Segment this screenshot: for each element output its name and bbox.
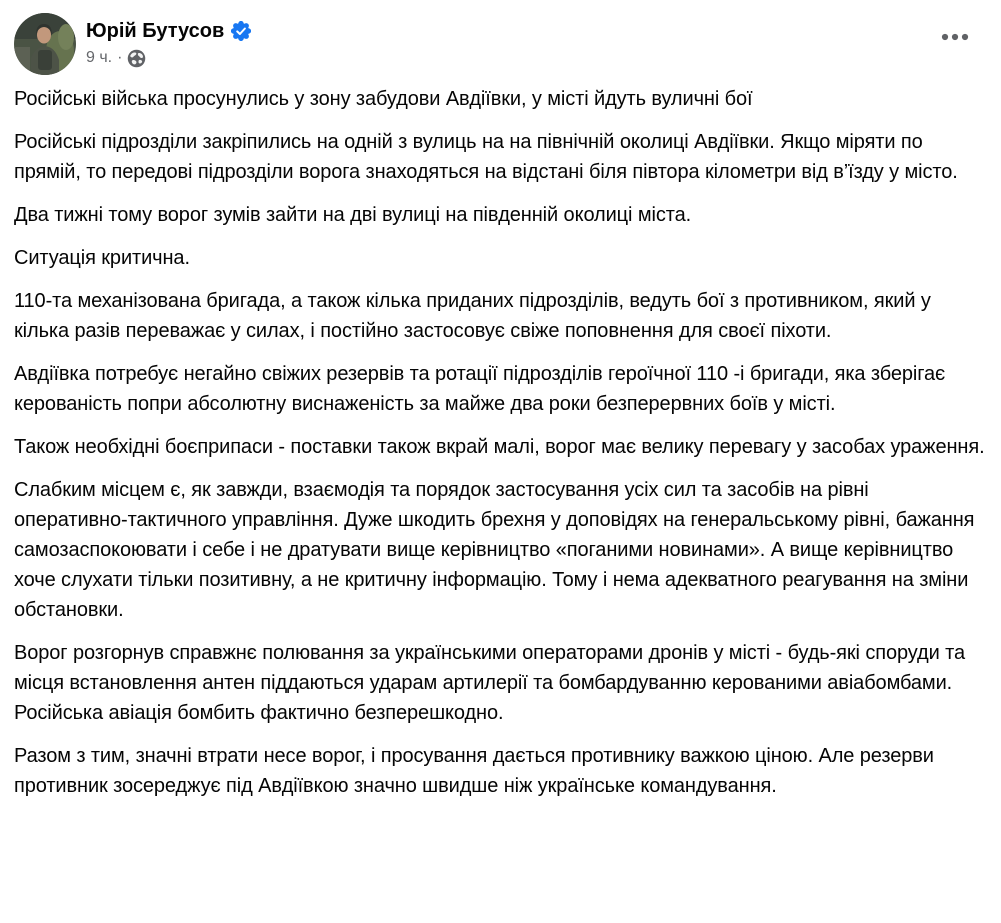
- post-body: [0, 75, 1001, 801]
- post-paragraph-7: Також необхідні боєприпаси - поставки також вкрай малі, ворог має велику перевагу у засобах ураження.: [14, 436, 985, 458]
- post-paragraph-2: Російські підрозділи закріпились на одній з вулиць на на північній околиці Авдіївки. Якщо міряти по прямій, то передові підрозділи ворога знаходяться на відстані біля півтора кілометри від в’їзду у місто.: [14, 131, 958, 183]
- author-name-row: [86, 20, 251, 42]
- post-meta-row: [86, 48, 251, 68]
- post-paragraph-4: Ситуація критична.: [14, 247, 190, 269]
- post-paragraph-1: Російські війська просунулись у зону забудови Авдіївки, у місті йдуть вуличні бої: [14, 88, 753, 110]
- author-name[interactable]: Юрій Бутусов: [86, 20, 225, 42]
- post-options-button[interactable]: [935, 27, 975, 47]
- post-paragraph-6: Авдіївка потребує негайно свіжих резервів та ротації підрозділів героїчної 110 -і бригади, яка зберігає керованість попри абсолютну виснаженість за майже два роки безперервних боїв у місті.: [14, 363, 946, 415]
- post-paragraph-5: 110-та механізована бригада, а також кілька приданих підрозділів, ведуть бої з противником, який у кілька разів переважає у силах, і постійно застосовує свіже поповнення для своєї піхоти.: [14, 290, 931, 342]
- post-header: [0, 0, 1001, 75]
- avatar-photo: [14, 13, 76, 75]
- post-paragraph-3: Два тижні тому ворог зумів зайти на дві вулиці на південній околиці міста.: [14, 204, 692, 226]
- post-paragraph-9: Ворог розгорнув справжнє полювання за українськими операторами дронів у місті - будь-які споруди та місця встановлення антен піддаються ударам артилерії та бомбардуванню керованими авіабомбами. Російська авіація бомбить фактично безперешкодно.: [14, 642, 965, 724]
- post-paragraph-10: Разом з тим, значні втрати несе ворог, і просування дається противнику важкою ціною. Але резерви противник зосереджує під Авдіївкою значно швидше ніж українське командування.: [14, 745, 934, 797]
- post-header-text: [86, 13, 251, 68]
- meta-separator: ·: [117, 49, 123, 66]
- post-paragraph-8: Слабким місцем є, як завжди, взаємодія та порядок застосування усіх сил та засобів на рівні оперативно-тактичного управління. Дуже шкодить брехня у доповідях на генеральському рівні, бажання самозаспокоювати і себе і не дратувати вище керівництво «поганими новинами». А вище керівництво хоче слухати тільки позитивну, а не критичну інформацію. Тому і нема адекватного реагування на зміни обстановки.: [14, 479, 975, 621]
- timestamp[interactable]: 9 ч.: [86, 49, 113, 66]
- avatar[interactable]: [14, 13, 76, 75]
- ellipsis-menu-icon: [941, 33, 969, 41]
- verified-badge-icon: [231, 21, 251, 41]
- globe-public-icon: [127, 49, 146, 68]
